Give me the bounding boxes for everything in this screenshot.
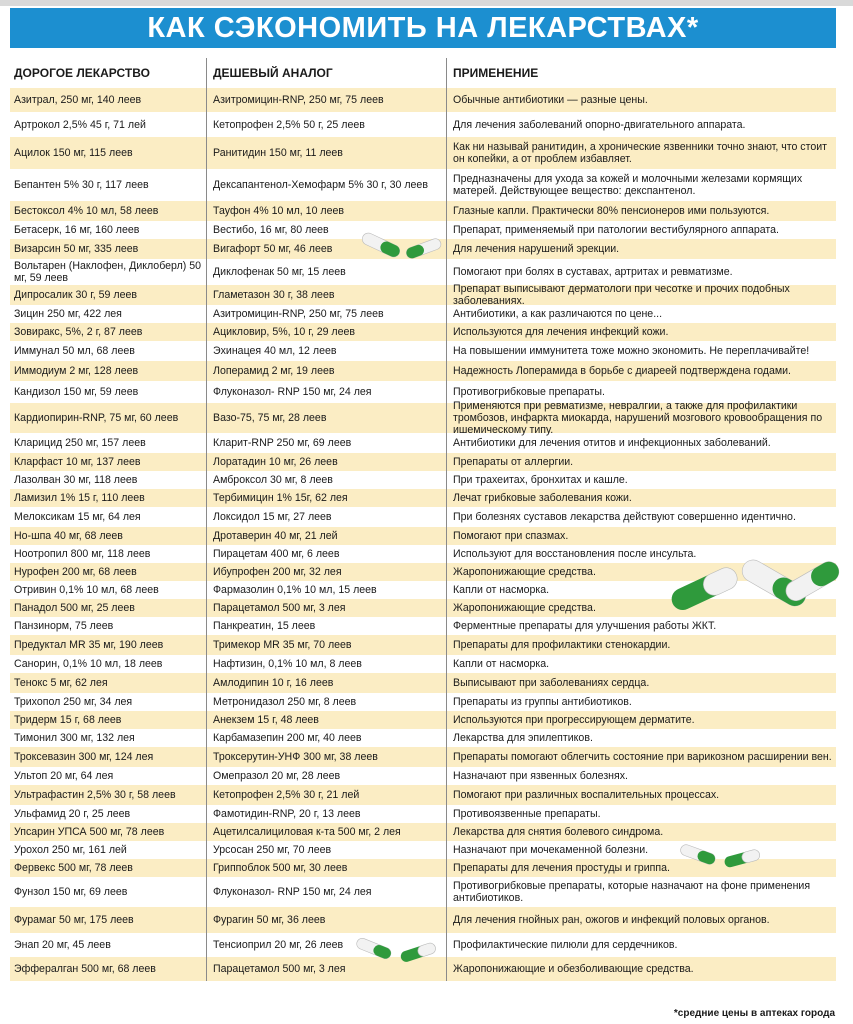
table-row [10,907,836,933]
expensive-drug-cell [10,789,206,801]
usage-text: Противоязвенные препараты. [453,808,601,820]
usage-text: Препараты для профилактики стенокардии. [453,639,671,651]
expensive-drug-text: Эффералган 500 мг, 68 леев [14,963,156,975]
expensive-drug-cell [10,620,206,632]
usage-text: Глазные капли. Практически 80% пенсионеров ими пользуются. [453,205,770,217]
expensive-drug-cell [10,826,206,838]
cheap-analog-cell [206,747,446,767]
cheap-analog-text: Фармазолин 0,1% 10 мл, 15 леев [213,584,377,596]
usage-text: Надежность Лоперамида в борьбе с диареей подтверждена годами. [453,365,791,377]
table-row [10,527,836,545]
expensive-drug-text: Иммодиум 2 мг, 128 леев [14,365,139,377]
cheap-analog-cell [206,617,446,635]
usage-text: Жаропонижающие средства. [453,602,596,614]
cheap-analog-cell [206,381,446,403]
expensive-drug-text: Кларфаст 10 мг, 137 леев [14,456,141,468]
table-row [10,285,836,305]
expensive-drug-cell [10,639,206,651]
cheap-analog-text: Амлодипин 10 г, 16 леев [213,677,334,689]
cheap-analog-cell [206,489,446,507]
footnote: *средние цены в аптеках города [673,1008,835,1019]
usage-cell [446,239,836,259]
table-row [10,361,836,381]
usage-text: Препараты для лечения простуды и гриппа. [453,862,670,874]
expensive-drug-cell [10,770,206,782]
usage-text: Для лечения гнойных ран, ожогов и инфекций половых органов. [453,914,770,926]
cheap-analog-cell [206,403,446,433]
table-row [10,453,836,471]
usage-cell [446,693,836,711]
cheap-analog-text: Карбамазепин 200 мг, 40 леев [213,732,362,744]
table-header [10,58,836,88]
capsule-pill-icon [352,934,442,968]
usage-text: Выписывают при заболеваниях сердца. [453,677,650,689]
usage-text: Препараты от аллергии. [453,456,574,468]
cheap-analog-text: Троксерутин-УНФ 300 мг, 38 леев [213,751,378,763]
expensive-drug-cell [10,412,206,424]
cheap-analog-text: Анекзем 15 г, 48 леев [213,714,319,726]
cheap-analog-text: Омепразол 20 мг, 28 леев [213,770,341,782]
table-row [10,112,836,137]
usage-cell [446,323,836,341]
expensive-drug-text: Лазолван 30 мг, 118 леев [14,474,138,486]
cheap-analog-cell [206,471,446,489]
expensive-drug-cell [10,566,206,578]
table-row [10,823,836,841]
expensive-drug-text: Фурамаг 50 мг, 175 леев [14,914,134,926]
usage-text: Профилактические пилюли для сердечников. [453,939,678,951]
expensive-drug-cell [10,548,206,560]
expensive-drug-text: Нурофен 200 мг, 68 леев [14,566,137,578]
cheap-analog-cell [206,112,446,137]
usage-text: Обычные антибиотики — разные цены. [453,94,648,106]
expensive-drug-text: Азитрал, 250 мг, 140 леев [14,94,142,106]
expensive-drug-text: Зицин 250 мг, 422 лея [14,308,122,320]
usage-text: Лечат грибковые заболевания кожи. [453,492,632,504]
cheap-analog-cell [206,823,446,841]
usage-text: Предназначены для ухода за кожей и молочными железами кормящих матерей. Действующее вещество: декспантенол. [453,173,803,197]
usage-cell [446,805,836,823]
expensive-drug-cell [10,147,206,159]
cheap-analog-cell [206,563,446,581]
usage-cell [446,201,836,221]
expensive-drug-cell [10,365,206,377]
cheap-analog-text: Тенсиоприл 20 мг, 26 леев [213,939,344,951]
table-row [10,693,836,711]
usage-cell [446,112,836,137]
usage-text: На повышении иммунитета тоже можно экономить. Не переплачивайте! [453,345,810,357]
usage-cell [446,711,836,729]
cheap-analog-cell [206,433,446,453]
expensive-drug-cell [10,511,206,523]
cheap-analog-cell [206,673,446,693]
table-row [10,471,836,489]
usage-text: Помогают при спазмах. [453,530,569,542]
cheap-analog-text: Азитромицин-RNP, 250 мг, 75 леев [213,308,384,320]
cheap-analog-text: Парацетамол 500 мг, 3 лея [213,963,346,975]
expensive-drug-cell [10,886,206,898]
expensive-drug-text: Тенокс 5 мг, 62 лея [14,677,108,689]
expensive-drug-text: Ультрафастин 2,5% 30 г, 58 леев [14,789,176,801]
expensive-drug-cell [10,808,206,820]
cheap-analog-text: Дротаверин 40 мг, 21 лей [213,530,338,542]
usage-cell [446,453,836,471]
cheap-analog-cell [206,635,446,655]
header-expensive: ДОРОГОЕ ЛЕКАРСТВО [14,66,150,80]
table-row [10,507,836,527]
cheap-analog-text: Гламетазон 30 г, 38 леев [213,289,335,301]
cheap-analog-text: Парацетамол 500 мг, 3 лея [213,602,346,614]
header-cheap [206,58,446,88]
table-row [10,323,836,341]
cheap-analog-cell [206,545,446,563]
expensive-drug-cell [10,224,206,236]
cheap-analog-cell [206,507,446,527]
cheap-analog-text: Эхинацея 40 мл, 12 леев [213,345,337,357]
capsule-pill-icon [676,840,766,874]
expensive-drug-text: Дипросалик 30 г, 59 леев [14,289,137,301]
usage-cell [446,767,836,785]
expensive-drug-cell [10,179,206,191]
usage-cell [446,957,836,981]
expensive-drug-cell [10,474,206,486]
expensive-drug-cell [10,345,206,357]
expensive-drug-cell [10,963,206,975]
usage-cell [446,400,836,436]
expensive-drug-text: Визарсин 50 мг, 335 леев [14,243,139,255]
cheap-analog-text: Ранитидин 150 мг, 11 леев [213,147,343,159]
usage-cell [446,169,836,201]
usage-cell [446,259,836,285]
usage-text: При трахеитах, бронхитах и кашле. [453,474,628,486]
table-row [10,747,836,767]
cheap-analog-text: Флуконазол- RNP 150 мг, 24 лея [213,886,372,898]
expensive-drug-text: Панадол 500 мг, 25 леев [14,602,135,614]
header-usage [446,58,836,88]
usage-text: Для лечения заболеваний опорно-двигательного аппарата. [453,118,746,131]
usage-cell [446,655,836,673]
table-row [10,655,836,673]
usage-text: Противогрибковые препараты. [453,386,605,398]
expensive-drug-text: Иммунал 50 мл, 68 леев [14,345,135,357]
expensive-drug-cell [10,844,206,856]
usage-cell [446,673,836,693]
usage-text: Ферментные препараты для улучшения работы ЖКТ. [453,620,717,632]
table-row [10,201,836,221]
header-cheap-label: ДЕШЕВЫЙ АНАЛОГ [213,66,333,80]
usage-cell [446,933,836,957]
expensive-drug-text: Ламизил 1% 15 г, 110 леев [14,492,145,504]
cheap-analog-text: Диклофенак 50 мг, 15 леев [213,266,346,278]
expensive-drug-text: Предуктал MR 35 мг, 190 леев [14,639,164,651]
table-row [10,305,836,323]
usage-cell [446,729,836,747]
cheap-analog-text: Вигафорт 50 мг, 46 леев [213,243,333,255]
expensive-drug-text: Отривин 0,1% 10 мл, 68 леев [14,584,159,596]
cheap-analog-text: Ацикловир, 5%, 10 г, 29 леев [213,326,356,338]
expensive-drug-text: Но-шпа 40 мг, 68 леев [14,530,123,542]
expensive-drug-cell [10,939,206,951]
cheap-analog-cell [206,527,446,545]
usage-text: Помогают при различных воспалительных процессах. [453,789,720,801]
usage-text: Используют для восстановления после инсульта. [453,548,697,560]
cheap-analog-cell [206,305,446,323]
expensive-drug-cell [10,732,206,744]
cheap-analog-cell [206,711,446,729]
usage-cell [446,747,836,767]
usage-cell [446,489,836,507]
table-row [10,673,836,693]
expensive-drug-cell [10,205,206,217]
table-row [10,729,836,747]
cheap-analog-cell [206,805,446,823]
cheap-analog-cell [206,201,446,221]
usage-text: Помогают при болях в суставах, артритах и ревматизме. [453,266,733,278]
usage-cell [446,841,836,859]
expensive-drug-text: Ацилок 150 мг, 115 леев [14,147,133,159]
cheap-analog-text: Урсосан 250 мг, 70 леев [213,844,332,856]
cheap-analog-text: Азитромицин-RNP, 250 мг, 75 леев [213,94,384,106]
usage-cell [446,635,836,655]
usage-cell [446,221,836,239]
expensive-drug-cell [10,914,206,926]
usage-cell [446,305,836,323]
cheap-analog-cell [206,581,446,599]
expensive-drug-text: Мелоксикам 15 мг, 64 лея [14,511,141,523]
usage-cell [446,137,836,169]
expensive-drug-text: Санорин, 0,1% 10 мл, 18 леев [14,658,163,670]
cheap-analog-text: Тербимицин 1% 15г, 62 лея [213,492,348,504]
usage-cell [446,88,836,112]
usage-text: Антибиотики, а как различаются по цене... [453,308,663,320]
cheap-analog-cell [206,453,446,471]
cheap-analog-text: Нафтизин, 0,1% 10 мл, 8 леев [213,658,362,670]
cheap-analog-cell [206,859,446,877]
usage-text: Препарат, применяемый при патологии вестибулярного аппарата. [453,224,779,236]
usage-text: Лекарства для снятия болевого синдрома. [453,826,664,838]
expensive-drug-cell [10,862,206,874]
cheap-analog-cell [206,655,446,673]
table-row [10,877,836,907]
usage-text: Антибиотики для лечения отитов и инфекционных заболеваний. [453,437,771,449]
usage-cell [446,823,836,841]
expensive-drug-text: Тридерм 15 г, 68 леев [14,714,122,726]
usage-text: Для лечения нарушений эрекции. [453,243,620,255]
expensive-drug-text: Фунзол 150 мг, 69 леев [14,886,128,898]
usage-text: Капли от насморка. [453,584,550,596]
cheap-analog-text: Фамотидин-RNP, 20 г, 13 леев [213,808,361,820]
expensive-drug-cell [10,492,206,504]
cheap-analog-text: Вестибо, 16 мг, 80 леев [213,224,329,236]
usage-text: Используются при прогрессирующем дерматите. [453,714,695,726]
expensive-drug-cell [10,530,206,542]
cheap-analog-cell [206,599,446,617]
expensive-drug-cell [10,602,206,614]
usage-cell [446,341,836,361]
title-banner [10,8,836,48]
usage-cell [446,785,836,805]
usage-text: Препараты из группы антибиотиков. [453,696,632,708]
cheap-analog-cell [206,285,446,305]
cheap-analog-text: Кетопрофен 2,5% 50 г, 25 леев [213,118,365,131]
cheap-analog-cell [206,137,446,169]
expensive-drug-text: Кларицид 250 мг, 157 леев [14,437,146,449]
usage-text: Жаропонижающие средства. [453,566,596,578]
cheap-analog-text: Гриппоблок 500 мг, 30 леев [213,862,348,874]
table-row [10,489,836,507]
expensive-drug-cell [10,437,206,449]
expensive-drug-cell [10,658,206,670]
table-row [10,433,836,453]
cheap-analog-text: Ацетилсалициловая к-та 500 мг, 2 лея [213,826,401,838]
usage-cell [446,877,836,907]
expensive-drug-cell [10,677,206,689]
expensive-drug-text: Энап 20 мг, 45 леев [14,939,111,951]
expensive-drug-text: Кандизол 150 мг, 59 леев [14,386,139,398]
cheap-analog-text: Метронидазол 250 мг, 8 леев [213,696,357,708]
table-row [10,169,836,201]
usage-text: Применяются при ревматизме, невралгии, а также для профилактики тромбозов, инфаркта миокарда, нарушений мозгового кровообращения по ишемическому типу. [453,400,823,436]
usage-text: Лекарства для эпилептиков. [453,732,593,744]
cheap-analog-text: Фурагин 50 мг, 36 леев [213,914,326,926]
table-row [10,767,836,785]
cheap-analog-cell [206,841,446,859]
expensive-drug-text: Артрокол 2,5% 45 г, 71 лей [14,118,146,131]
usage-text: Назначают при мочекаменной болезни. [453,844,649,856]
cheap-analog-text: Тримекор MR 35 мг, 70 леев [213,639,352,651]
expensive-drug-text: Ноотропил 800 мг, 118 леев [14,548,151,560]
cheap-analog-cell [206,767,446,785]
expensive-drug-text: Бепантен 5% 30 г, 117 леев [14,179,149,191]
expensive-drug-text: Фервекс 500 мг, 78 леев [14,862,133,874]
usage-text: Назначают при язвенных болезнях. [453,770,628,782]
usage-cell [446,361,836,381]
header-usage-label: ПРИМЕНЕНИЕ [453,66,539,80]
capsule-pill-icon [664,548,844,628]
expensive-drug-text: Тимонил 300 мг, 132 лея [14,732,135,744]
usage-cell [446,471,836,489]
expensive-drug-text: Кардиопирин-RNP, 75 мг, 60 леев [14,412,179,424]
cheap-analog-text: Дексапантенол-Хемофарм 5% 30 г, 30 леев [213,179,428,191]
expensive-drug-cell [10,289,206,301]
table-row [10,805,836,823]
expensive-drug-text: Бестоксол 4% 10 мл, 58 леев [14,205,159,217]
usage-cell [446,285,836,305]
expensive-drug-cell [10,386,206,398]
cheap-analog-cell [206,877,446,907]
cheap-analog-cell [206,323,446,341]
expensive-drug-cell [10,94,206,106]
expensive-drug-text: Вольтарен (Наклофен, Диклоберл) 50 мг, 59 леев [14,260,202,284]
expensive-drug-text: Зовиракс, 5%, 2 г, 87 леев [14,326,143,338]
usage-text: При болезнях суставов лекарства действуют совершенно идентично. [453,511,796,523]
usage-cell [446,907,836,933]
expensive-drug-cell [10,696,206,708]
page-title: КАК СЭКОНОМИТЬ НА ЛЕКАРСТВАХ* [147,11,699,44]
table-row [10,341,836,361]
usage-text: Капли от насморка. [453,658,550,670]
expensive-drug-cell [10,243,206,255]
expensive-drug-text: Троксевазин 300 мг, 124 лея [14,751,154,763]
cheap-analog-cell [206,785,446,805]
expensive-drug-text: Бетасерк, 16 мг, 160 леев [14,224,140,236]
usage-text: Жаропонижающие и обезболивающие средства. [453,963,694,975]
expensive-drug-text: Ультоп 20 мг, 64 лея [14,770,114,782]
cheap-analog-text: Флуконазол- RNP 150 мг, 24 лея [213,386,372,398]
cheap-analog-cell [206,361,446,381]
usage-cell [446,433,836,453]
expensive-drug-text: Упсарин УПСА 500 мг, 78 леев [14,826,165,838]
cheap-analog-text: Пирацетам 400 мг, 6 леев [213,548,340,560]
cheap-analog-cell [206,341,446,361]
capsule-pill-icon [356,230,446,270]
usage-text: Препараты помогают облегчить состояние при варикозном расширении вен. [453,751,832,763]
cheap-analog-cell [206,693,446,711]
table-row [10,400,836,436]
expensive-drug-cell [10,714,206,726]
table-row [10,88,836,112]
expensive-drug-cell [10,308,206,320]
cheap-analog-text: Локсидол 15 мг, 27 леев [213,511,332,523]
expensive-drug-text: Урохол 250 мг, 161 лей [14,844,127,856]
usage-cell [446,527,836,545]
cheap-analog-text: Вазо-75, 75 мг, 28 леев [213,412,327,424]
cheap-analog-text: Амброксол 30 мг, 8 леев [213,474,333,486]
table-row [10,711,836,729]
usage-text: Используются для лечения инфекций кожи. [453,326,669,338]
cheap-analog-cell [206,88,446,112]
expensive-drug-cell [10,584,206,596]
expensive-drug-text: Панзинорм, 75 леев [14,620,114,632]
usage-text: Противогрибковые препараты, которые назначают на фоне применения антибиотиков. [453,880,811,904]
expensive-drug-text: Трихопол 250 мг, 34 лея [14,696,133,708]
expensive-drug-cell [10,456,206,468]
cheap-analog-cell [206,907,446,933]
usage-text: Препарат выписывают дерматологи при чесотке и прочих подобных заболеваниях. [453,283,790,307]
usage-text: Как ни называй ранитидин, а хронические язвенники точно знают, что стоит он копейки, а от проблем избавляет. [453,141,828,165]
table-row [10,137,836,169]
cheap-analog-text: Панкреатин, 15 леев [213,620,316,632]
cheap-analog-text: Лоперамид 2 мг, 19 леев [213,365,335,377]
cheap-analog-text: Кетопрофен 2,5% 30 г, 21 лей [213,789,360,801]
cheap-analog-cell [206,729,446,747]
cheap-analog-cell [206,169,446,201]
expensive-drug-text: Ульфамид 20 г, 25 леев [14,808,131,820]
expensive-drug-cell [10,751,206,763]
usage-cell [446,507,836,527]
expensive-drug-cell [10,119,206,131]
usage-cell [446,859,836,877]
cheap-analog-text: Кларит-RNP 250 мг, 69 леев [213,437,352,449]
table-row [10,635,836,655]
cheap-analog-text: Лоратадин 10 мг, 26 леев [213,456,338,468]
expensive-drug-cell [10,326,206,338]
top-strip [0,0,853,6]
table-row [10,785,836,805]
cheap-analog-text: Тауфон 4% 10 мл, 10 леев [213,205,344,217]
cheap-analog-text: Ибупрофен 200 мг, 32 лея [213,566,342,578]
expensive-drug-cell [10,260,206,284]
